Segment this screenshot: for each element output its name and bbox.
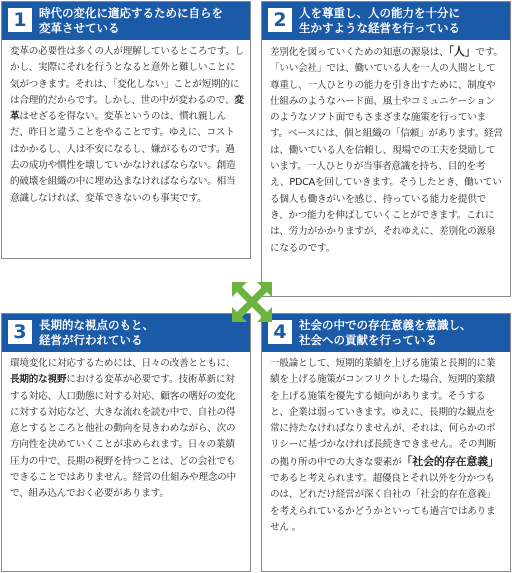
card-3 — [1, 313, 251, 572]
card-title: 長期的な視点のもと、 経営が行われている — [39, 318, 154, 347]
body-text: はせざるを得ない。変革というのは、慣れ親しんだ、昨日と違うことをやることです。ゆえに、コストはかかるし、人は不安になるし、嫌がるものです。過去の成功や慣性を壊していかなければならない。創造的破壊を組織の中に埋め込まなければならない。相当意識しなければ、変革できないのも事実です。 — [10, 111, 236, 204]
card-body — [10, 356, 244, 503]
card-body — [270, 356, 504, 536]
arrow-shapes — [232, 282, 272, 322]
card-header — [262, 2, 510, 40]
body-text: であると考えられます。超優良とそれ以外を分かつものは、どれだけ経営が深く自社の「社会的存在意義」を考えられているかどうかといっても過言ではありません 。 — [270, 473, 496, 533]
card-body — [10, 44, 244, 207]
cross-arrows-icon — [229, 279, 275, 325]
emphasis-text: 「人」 — [448, 45, 476, 58]
body-text: 差別化を図っていくための知恵の源泉は、 — [270, 47, 449, 58]
card-body — [270, 44, 504, 257]
card-header — [2, 2, 250, 40]
body-text: です。「いい会社」では、働いている人を一人の人間として尊重し、一人ひとりの能力を引き出すために、制度や仕組みのようなハード面、風土やコミュニケーションのようなソフト面でもさまざまな施策を行っています。ベースには、個と組織の「信頼」があります。経営は、働いている人を信頼し、現場での工夫を奨励しています。一人ひとりが当事者意識を持ち、目的を考え、PDCAを回していきます。そうしたとき、働いている個人も働きがいを感じ、持っている能力を提供でき、かつ能力を伸ばしていくことができます。これには、労力がかかりますが、それゆえに、差別化の源泉になるのです。 — [270, 47, 503, 254]
body-text: 一般論として、短期的業績を上げる施策と長期的に業績を上げる施策がコンフリクトした場合、短期的業績を上げる施策を優先する傾向があります。そうすると、企業は弱っていきます。ゆえに、長期的な観点を常に持たなければなりませんが、それは、何らかのポリシーに基づかなければ長続きできません。その判断の拠り所の中での大きな要素が — [270, 358, 497, 468]
emphasis-text: 「社会的存在意義」 — [401, 454, 499, 468]
card-title: 社会の中での存在意義を意識し、 社会への貢献を行っている — [299, 318, 472, 347]
card-title: 時代の変化に適応するために自らを 変革させている — [39, 6, 223, 35]
body-text: 環境変化に対応するためには、日々の改善とともに、 — [10, 358, 236, 369]
card-header — [262, 314, 510, 352]
emphasis-text: 変革 — [10, 94, 244, 123]
card-number: 4 — [268, 320, 292, 344]
card-4 — [261, 313, 511, 572]
card-number: 2 — [268, 8, 292, 32]
card-number: 1 — [8, 8, 32, 32]
card-1 — [1, 1, 251, 259]
card-header — [2, 314, 250, 352]
card-number: 3 — [8, 320, 32, 344]
card-2 — [261, 1, 511, 297]
body-text: における変革が必要です。技術革新に対する対応、人口動態に対する対応、顧客の嗜好の変化に対する対応など、大きな流れを読む中で、自社の得意とするところと他社の動向を見きわめながら、次の方向性を決めていくことが求められます。日々の業績圧力の中で、長期の視野を持つことは、どの会社でもできることではありません。経営の仕組みや理念の中で、組み込んでおく必要があります。 — [10, 374, 237, 500]
body-text: 変革の必要性は多くの人が理解しているところです。しかし、実際にそれを行うとなると意外と難しいことに気がつきます。それは、「変化しない」ことが短期的には合理的だからです。しかし、世の中が変わるので、 — [10, 46, 244, 106]
emphasis-text: 長期的な視野 — [10, 374, 67, 386]
card-title: 人を尊重し、人の能力を十分に 生かすような経営を行っている — [299, 6, 460, 35]
